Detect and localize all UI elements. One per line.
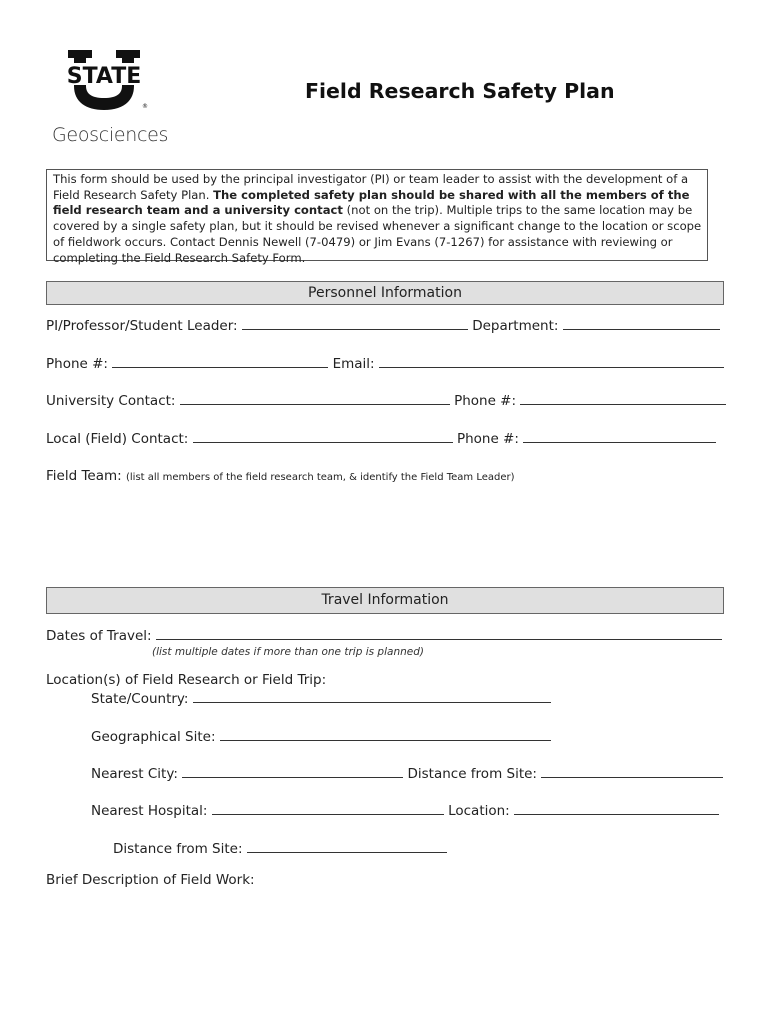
city-distance-input[interactable] — [541, 766, 723, 778]
svg-text:®: ® — [142, 103, 148, 110]
personnel-heading: Personnel Information — [46, 281, 724, 305]
email-label: Email: — [332, 356, 375, 372]
university-phone-label: Phone #: — [454, 393, 517, 409]
brief-label: Brief Description of Field Work: — [46, 872, 255, 888]
geo-input[interactable] — [220, 729, 551, 741]
department-label: Department: — [472, 318, 559, 334]
hospital-location-input[interactable] — [514, 803, 719, 815]
pi-row — [46, 318, 720, 334]
dates-label: Dates of Travel: — [46, 628, 152, 644]
logo-text: STATE — [66, 64, 142, 89]
email-input[interactable] — [379, 356, 724, 368]
geo-label: Geographical Site: — [91, 729, 216, 745]
page-title: Field Research Safety Plan — [305, 79, 615, 103]
local-phone-input[interactable] — [523, 431, 716, 443]
phone-label: Phone #: — [46, 356, 108, 372]
local-phone-label: Phone #: — [456, 431, 519, 447]
dates-row — [46, 628, 722, 644]
department-input[interactable] — [563, 318, 720, 330]
hospital-location-label: Location: — [448, 803, 510, 819]
pi-label: PI/Professor/Student Leader: — [46, 318, 238, 334]
city-label: Nearest City: — [91, 766, 178, 782]
phone-row — [46, 356, 724, 372]
phone-input[interactable] — [112, 356, 328, 368]
intro-text-2: (not on the trip). Multiple trips to the same location may be covered by a single safety plan, but it should be revised whenever a significant change to the location or scope of fieldwork occurs. Contact Dennis Newell (7-0479) or Jim Evans (7-1267) for assistance with reviewing or completing the Field Research Safety Form. — [53, 203, 702, 265]
city-row — [91, 766, 723, 782]
field-team-area[interactable] — [46, 490, 724, 580]
dates-note: (list multiple dates if more than one trip is planned) — [152, 646, 424, 658]
local-contact-label: Local (Field) Contact: — [46, 431, 189, 447]
travel-heading: Travel Information — [46, 587, 724, 614]
state-input[interactable] — [193, 691, 551, 703]
department-name: Geosciences — [52, 124, 169, 146]
university-contact-label: University Contact: — [46, 393, 176, 409]
hospital-label: Nearest Hospital: — [91, 803, 208, 819]
brief-area[interactable] — [46, 892, 724, 1012]
hospital-distance-row — [113, 841, 447, 857]
hospital-input[interactable] — [212, 803, 444, 815]
locations-label: Location(s) of Field Research or Field Trip: — [46, 672, 327, 688]
city-distance-label: Distance from Site: — [407, 766, 537, 782]
local-contact-input[interactable] — [193, 431, 453, 443]
pi-input[interactable] — [242, 318, 468, 330]
university-contact-row — [46, 393, 726, 409]
local-contact-row — [46, 431, 716, 447]
state-row — [91, 691, 551, 707]
intro-box — [46, 169, 708, 265]
hospital-distance-input[interactable] — [247, 841, 447, 853]
hospital-row — [91, 803, 719, 819]
dates-input[interactable] — [156, 628, 722, 640]
geo-row — [91, 729, 551, 745]
field-team-label: Field Team: — [46, 468, 122, 484]
intro-text-bold: The completed safety plan should be shared with all the members of the field research team and a university contact — [53, 187, 690, 218]
intro-text-1: This form should be used by the principal investigator (PI) or team leader to assist with the development of a Field Research Safety Plan. — [53, 172, 689, 202]
usu-logo — [66, 50, 146, 112]
city-input[interactable] — [182, 766, 403, 778]
state-label: State/Country: — [91, 691, 189, 707]
university-phone-input[interactable] — [520, 393, 726, 405]
university-contact-input[interactable] — [180, 393, 450, 405]
field-team-note: (list all members of the field research team, & identify the Field Team Leader) — [125, 472, 515, 483]
hospital-distance-label: Distance from Site: — [113, 841, 243, 857]
field-team-row — [46, 468, 515, 484]
